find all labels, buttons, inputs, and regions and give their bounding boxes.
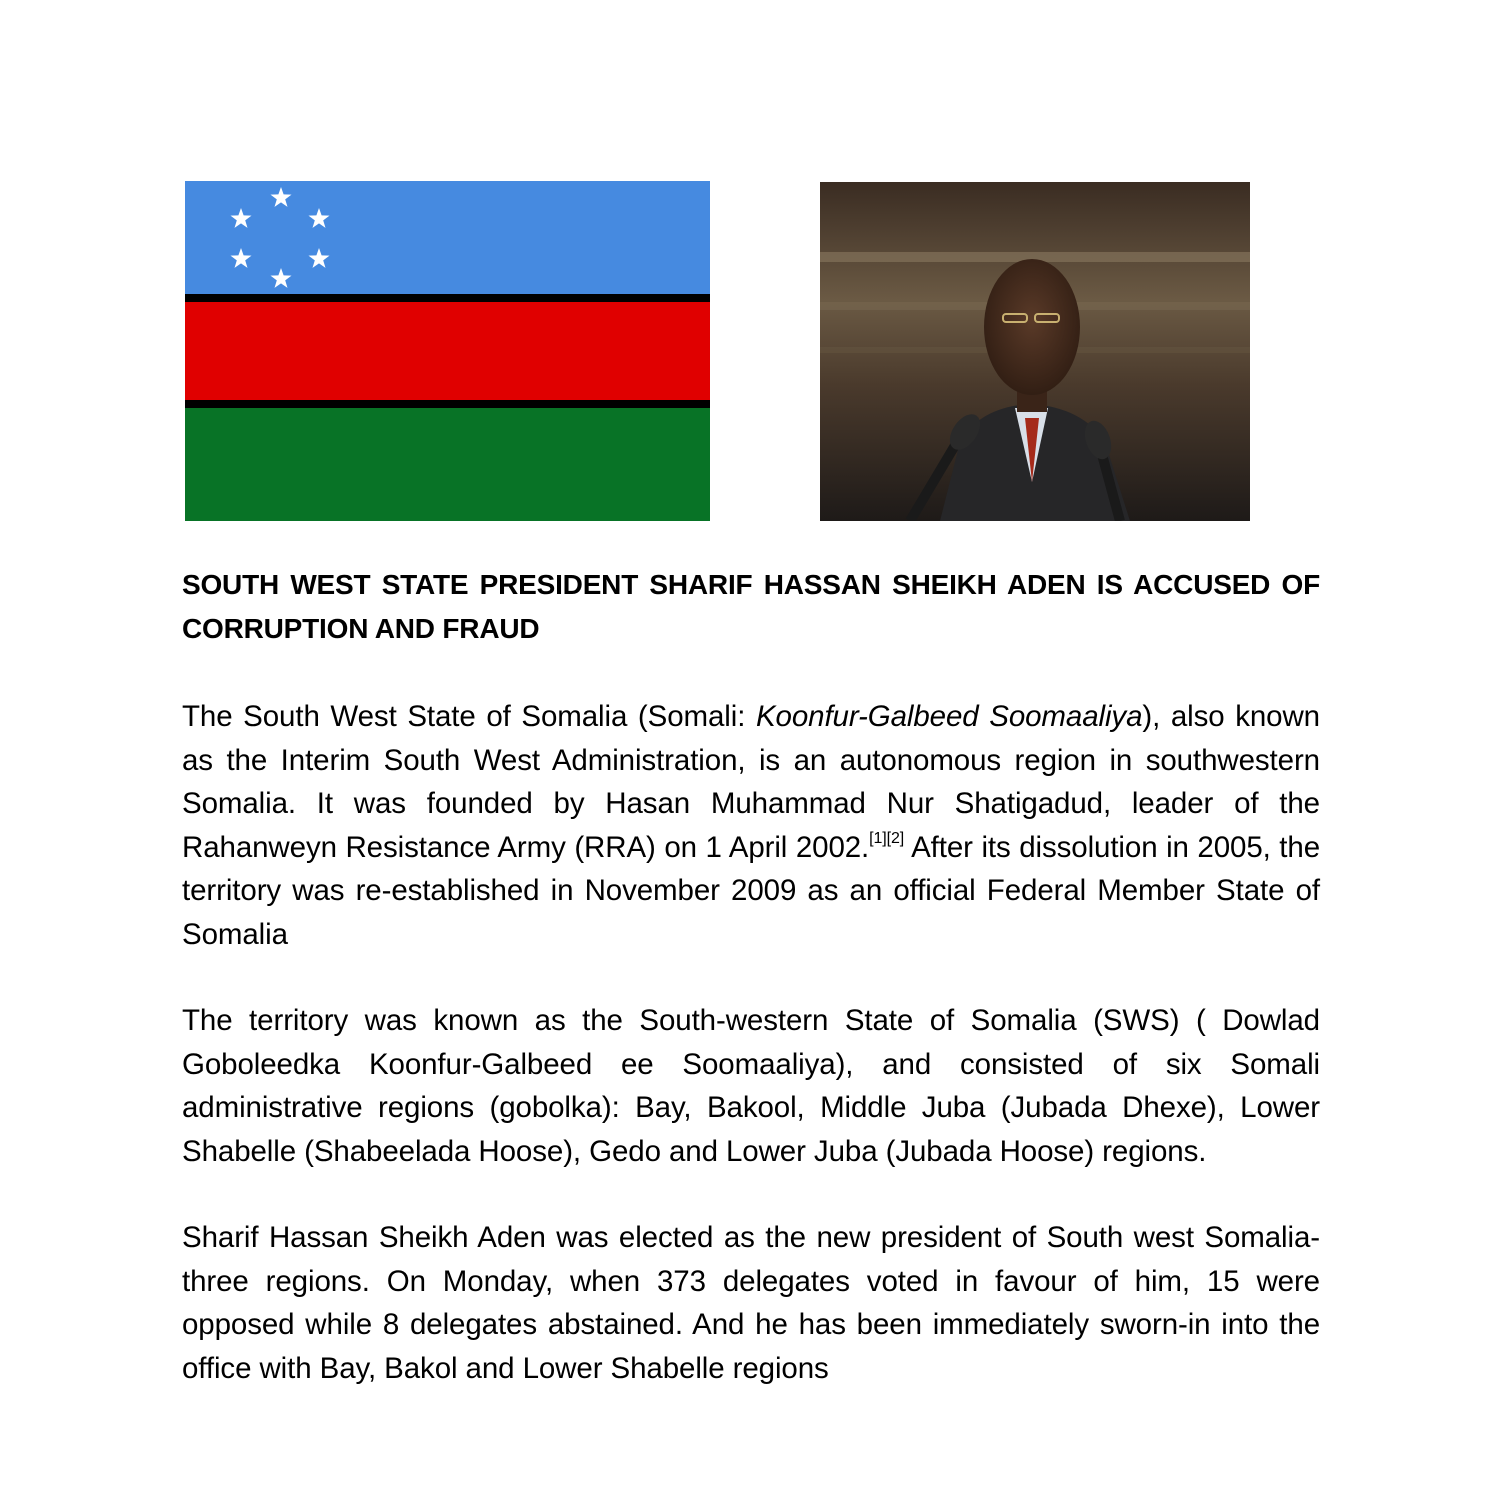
president-photo [820, 182, 1250, 521]
flag-graphic [185, 181, 710, 521]
p1-text-start: The South West State of Somalia (Somali: [182, 700, 756, 733]
flag-black-stripe-bottom [185, 400, 710, 408]
p1-text-middle: ), also known as the Interim South West Administration, is an autonomous region in southwestern Somalia. It was founded by Hasan Muhammad Nur Shatigadud, leader of the Rahanweyn Resistance Army (RRA) on 1 April 2002. [182, 700, 1320, 864]
paragraph-intro [182, 695, 1320, 956]
flag-black-stripe-top [185, 294, 710, 302]
p1-text-end: After its dissolution in 2005, the territory was re-established in November 2009 as an official Federal Member State of Somalia [182, 830, 1320, 951]
flag-red-band [185, 302, 710, 400]
photo-graphic [820, 182, 1250, 521]
south-west-state-flag [185, 181, 710, 521]
flag-green-band [185, 408, 710, 521]
p1-citations: [1][2] [869, 829, 905, 847]
paragraph-election: Sharif Hassan Sheikh Aden was elected as the new president of South west Somalia-three regions. On Monday, when 373 delegates voted in favour of him, 15 were opposed while 8 delegates abstained. And he has been immediately sworn-in into the office with Bay, Bakol and Lower Shabelle regions [182, 1221, 1320, 1385]
article-headline: SOUTH WEST STATE PRESIDENT SHARIF HASSAN SHEIKH ADEN IS ACCUSED OF CORRUPTION AND FRAUD [182, 569, 1320, 644]
flag-blue-band [185, 181, 710, 294]
article-body [182, 563, 1320, 1433]
p1-somali-name: Koonfur-Galbeed Soomaaliya [755, 700, 1143, 733]
paragraph-territory: The territory was known as the South-western State of Somalia (SWS) ( Dowlad Goboleedka Koonfur-Galbeed ee Soomaaliya), and consisted of six Somali administrative regions (gobolka): Bay, Bakool, Middle Juba (Jubada Dhexe), Lower Shabelle (Shabeelada Hoose), Gedo and Lower Juba (Jubada Hoose) regions. [182, 1004, 1320, 1168]
